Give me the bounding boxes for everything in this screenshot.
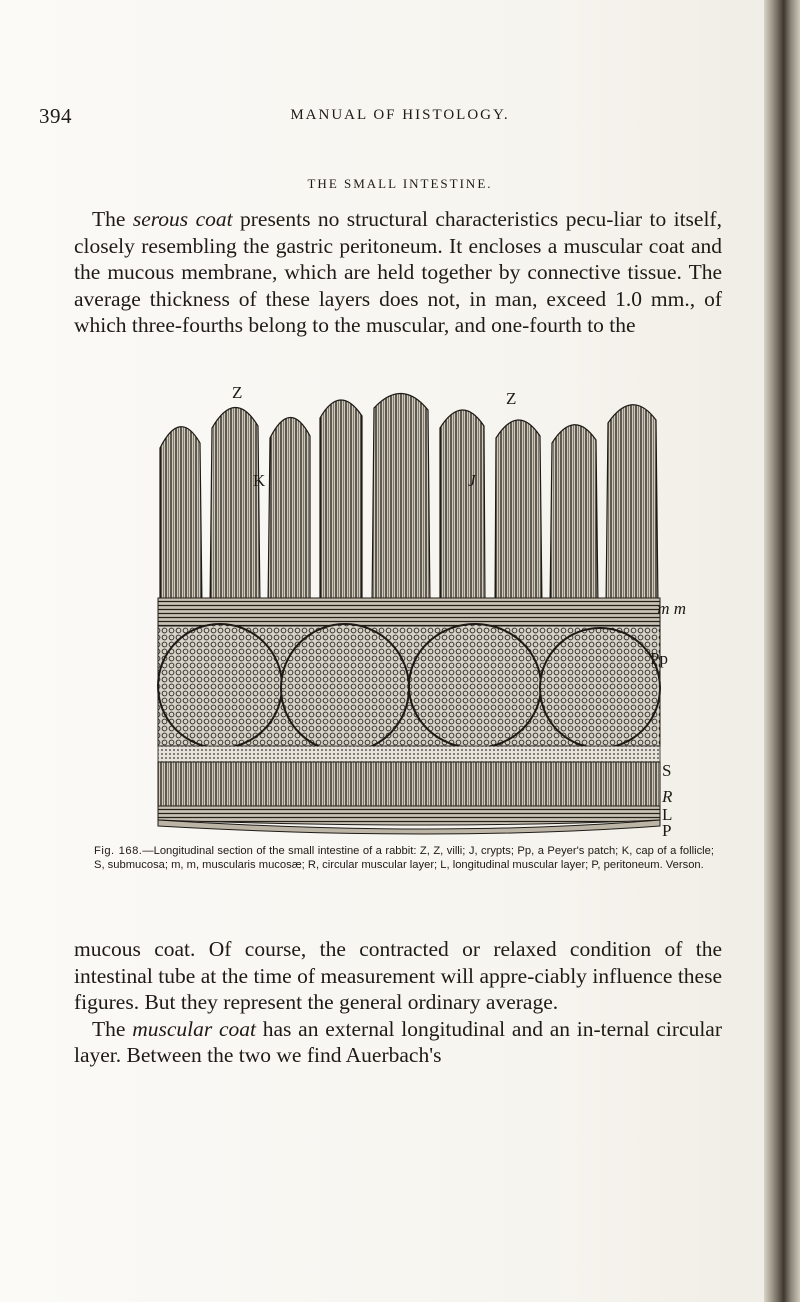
- paragraph-1-before: The: [92, 207, 133, 231]
- circular-muscle-layer: [158, 762, 660, 806]
- section-title: THE SMALL INTESTINE.: [307, 176, 493, 191]
- paragraph-2-italic-term: muscular coat: [132, 1016, 256, 1041]
- paragraph-2-line-1: mucous coat. Of course, the contracted or relaxed condition of the intestinal tube at the time of measurement will appre-ciably influence these figures. But they represent the general ordinary average.: [74, 937, 722, 1014]
- paragraph-2-text: has an external longitudinal and an in-ternal circular layer. Between the two we find Auerbach's: [74, 1016, 722, 1067]
- book-spine: [764, 0, 800, 1302]
- histology-figure: [140, 368, 686, 840]
- label-peyers-patch: Pp: [650, 649, 668, 668]
- crypts-layer: [158, 598, 660, 628]
- villi-layer: [160, 393, 658, 608]
- page-number: 394: [39, 104, 72, 128]
- label-longitudinal-layer: L: [662, 805, 673, 824]
- label-peritoneum: P: [662, 821, 672, 840]
- label-follicle-cap: K: [253, 471, 266, 490]
- label-villus-right: Z: [506, 389, 517, 408]
- label-circular-layer: R: [662, 787, 673, 806]
- figure-caption: [94, 844, 714, 872]
- figure-caption-text: —Longitudinal section of the small intestine of a rabbit: Z, Z, villi; J, crypts; Pp, a Peyer's patch; K, cap of a follicle; S, submucosa; m, m, muscularis mucosæ; R, circular muscular layer; L, longitudinal muscular layer; P, peritoneum. Verson.: [94, 845, 714, 871]
- label-muscularis-mucosae: m m: [657, 599, 686, 618]
- figure-caption-label: Fig. 168.: [94, 845, 143, 857]
- submucosa-layer: [158, 746, 660, 762]
- paragraph-1-text: presents no structural characteristics pecu-liar to itself, closely resembling the gastric peritoneum. It encloses a muscular coat and the mucous membrane, which are held together by connective tissue. The average thickness of these layers does not, in man, exceed 1.0 mm., of which three-fourths belong to the muscular, and one-fourth to the: [74, 207, 722, 337]
- longitudinal-muscle-layer: [158, 806, 660, 825]
- label-villus-left: Z: [232, 383, 243, 402]
- paragraph-1-italic-term: serous coat: [132, 207, 233, 231]
- label-crypts: J: [468, 471, 476, 490]
- peyers-patch-follicles: [158, 624, 660, 752]
- running-head: MANUAL OF HISTOLOGY.: [290, 107, 510, 123]
- paragraph-serous-coat: [74, 206, 722, 339]
- paragraph-muscular-coat: [74, 936, 722, 1069]
- label-submucosa: S: [662, 761, 672, 780]
- paragraph-2-before: The: [92, 1016, 133, 1041]
